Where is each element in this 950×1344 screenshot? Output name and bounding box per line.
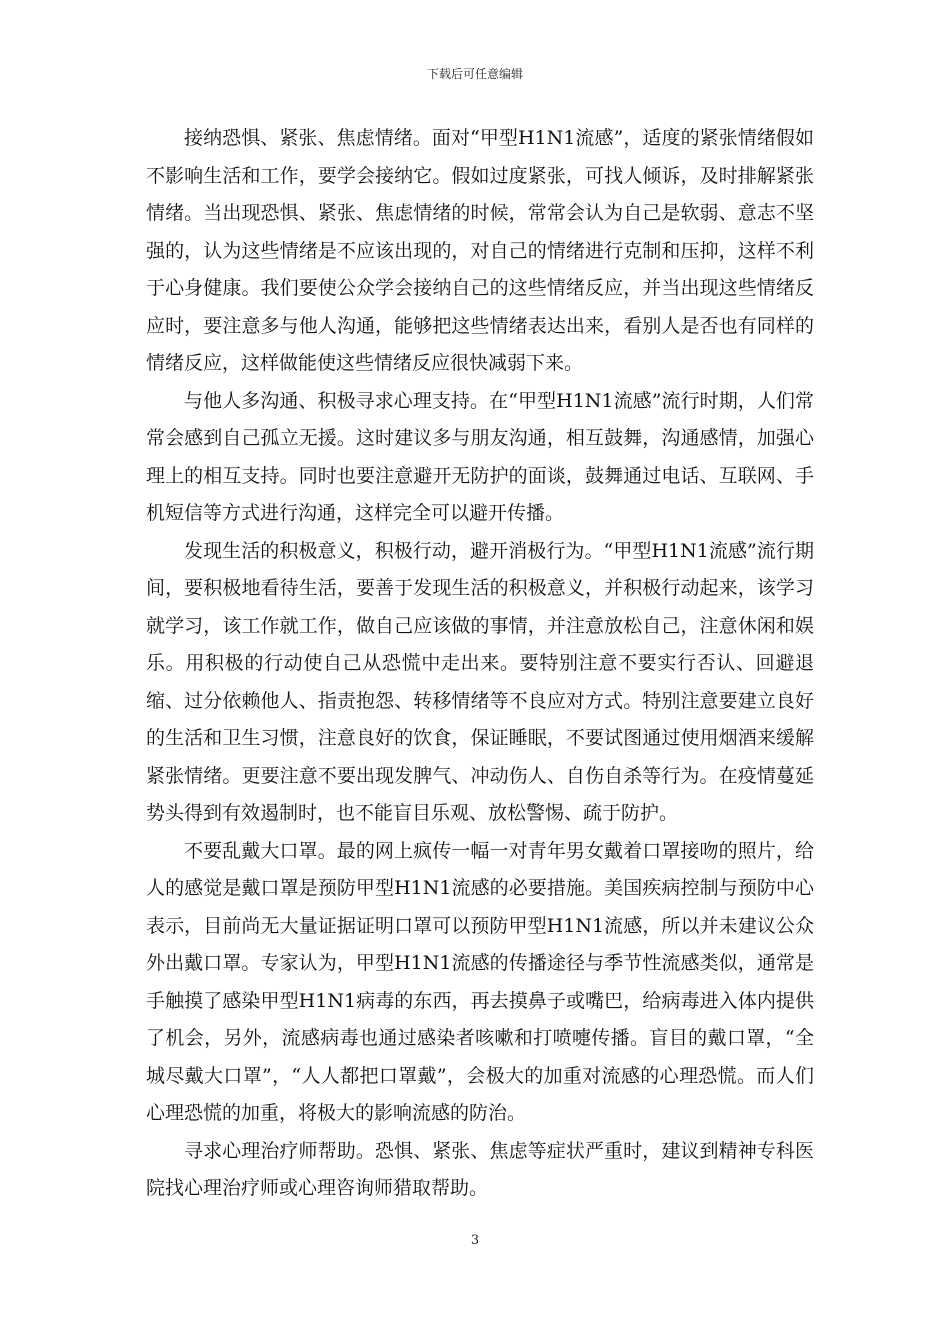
paragraph-positive-action: 发现生活的积极意义，积极行动，避开消极行为。“甲型H1N1流感”流行期间，要积极地看待生活，要善于发现生活的积极意义，并积极行动起来，该学习就学习，该工作就工作，做自己应该做的事情，并注意放松自己，注意休闲和娱乐。用积极的行动使自己从恐慌中走出来。要特别注意不要实行否认、回避退缩、过分依赖他人、指责抱怨、转移情绪等不良应对方式。特别注意要建立良好的生活和卫生习惯，注意良好的饮食，保证睡眠，不要试图通过使用烟酒来缓解紧张情绪。更要注意不要出现发脾气、冲动伤人、自伤自杀等行为。在疫情蔓延势头得到有效遏制时，也不能盲目乐观、放松警惕、疏于防护。 <box>146 539 814 824</box>
paragraph-accept-emotions: 接纳恐惧、紧张、焦虑情绪。面对“甲型H1N1流感”，适度的紧张情绪假如不影响生活和工作，要学会接纳它。假如过度紧张，可找人倾诉，及时排解紧张情绪。当出现恐惧、紧张、焦虑情绪的时候，常常会认为自己是软弱、意志不坚强的，认为这些情绪是不应该出现的，对自己的情绪进行克制和压抑，这样不利于心身健康。我们要使公众学会接纳自己的这些情绪反应，并当出现这些情绪反应时，要注意多与他人沟通，能够把这些情绪表达出来，看别人是否也有同样的情绪反应，这样做能使这些情绪反应很快减弱下来。 <box>146 127 814 374</box>
paragraph-masks: 不要乱戴大口罩。最的网上疯传一幅一对青年男女戴着口罩接吻的照片，给人的感觉是戴口罩是预防甲型H1N1流感的必要措施。美国疾病控制与预防中心表示，目前尚无大量证据证明口罩可以预防甲型H1N1流感，所以并未建议公众外出戴口罩。专家认为，甲型H1N1流感的传播途径与季节性流感类似，通常是手触摸了感染甲型H1N1病毒的东西，再去摸鼻子或嘴巴，给病毒进入体内提供了机会，另外，流感病毒也通过感染者咳嗽和打喷嚏传播。盲目的戴口罩，“全城尽戴大口罩”，“人人都把口罩戴”，会极大的加重对流感的心理恐慌。而人们心理恐慌的加重，将极大的影响流感的防治。 <box>146 839 814 1124</box>
paragraph-communicate-support: 与他人多沟通、积极寻求心理支持。在“甲型H1N1流感”流行时期，人们常常会感到自己孤立无援。这时建议多与朋友沟通，相互鼓舞，沟通感情，加强心理上的相互支持。同时也要注意避开无防护的面谈，鼓舞通过电话、互联网、手机短信等方式进行沟通，这样完全可以避开传播。 <box>146 389 814 524</box>
paragraph-seek-therapist: 寻求心理治疗师帮助。恐惧、紧张、焦虑等症状严重时，建议到精神专科医院找心理治疗师或心理咨询师猎取帮助。 <box>146 1139 814 1199</box>
page-header: 下载后可任意编辑 <box>426 67 523 81</box>
page-number: 3 <box>470 1233 480 1248</box>
document-body <box>146 120 814 1208</box>
